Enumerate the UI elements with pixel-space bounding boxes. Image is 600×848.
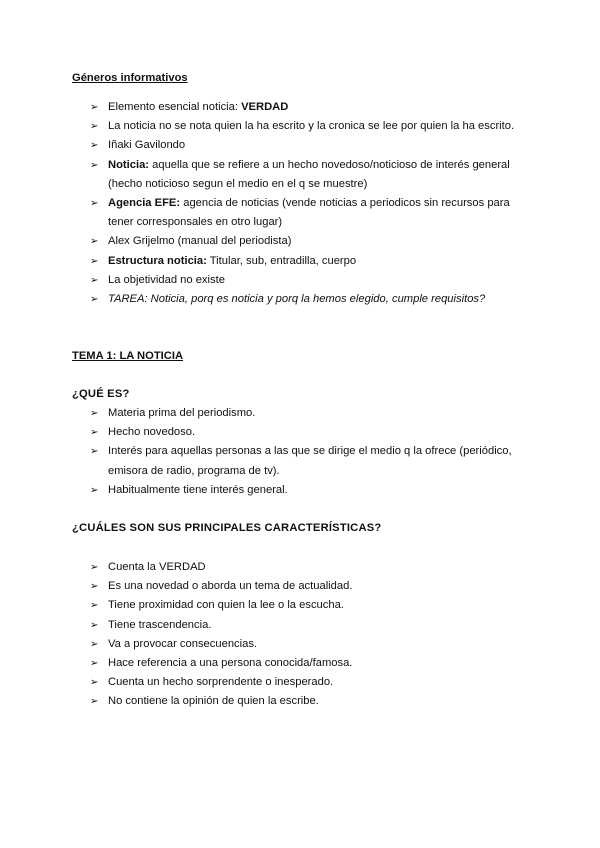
list-item: ➢ Habitualmente tiene interés general. (90, 481, 530, 500)
list-item: ➢ TAREA: Noticia, porq es noticia y porq la hemos elegido, cumple requisitos? (90, 290, 530, 309)
caracteristicas-list (90, 558, 530, 712)
arrow-bullet-icon: ➢ (90, 236, 99, 248)
arrow-bullet-icon: ➢ (90, 619, 99, 631)
arrow-bullet-icon: ➢ (90, 255, 99, 267)
arrow-bullet-icon: ➢ (90, 638, 99, 650)
list-item: ➢ Cuenta la VERDAD (90, 558, 530, 577)
list-item: ➢ Hecho novedoso. (90, 423, 530, 442)
list-item: ➢ Estructura noticia: Titular, sub, entradilla, cuerpo (90, 252, 530, 271)
list-item: ➢ No contiene la opinión de quien la escribe. (90, 692, 530, 711)
list-item: ➢ La noticia no se nota quien la ha escrito y la cronica se lee por quien la ha escrito. (90, 117, 530, 136)
arrow-bullet-icon: ➢ (90, 121, 99, 133)
list-item: ➢ Va a provocar consecuencias. (90, 635, 530, 654)
arrow-bullet-icon: ➢ (90, 446, 99, 458)
subheading-que-es: ¿QUÉ ES? (72, 388, 130, 400)
arrow-bullet-icon: ➢ (90, 562, 99, 573)
subheading-caracteristicas: ¿CUÁLES SON SUS PRINCIPALES CARACTERÍSTICAS? (72, 522, 382, 534)
arrow-bullet-icon: ➢ (90, 658, 99, 670)
list-item: ➢ Elemento esencial noticia: VERDAD (90, 98, 530, 117)
arrow-bullet-icon: ➢ (90, 159, 99, 171)
arrow-bullet-icon: ➢ (90, 408, 99, 419)
arrow-bullet-icon: ➢ (90, 140, 99, 152)
list-item: ➢ Alex Grijelmo (manual del periodista) (90, 232, 530, 251)
arrow-bullet-icon: ➢ (90, 427, 99, 439)
arrow-bullet-icon: ➢ (90, 600, 99, 612)
arrow-bullet-icon: ➢ (90, 484, 99, 496)
list-item: ➢ Interés para aquellas personas a las que se dirige el medio q la ofrece (periódico, emisora de radio, programa de tv). (90, 442, 530, 480)
list-item: ➢ Tiene proximidad con quien la lee o la escucha. (90, 596, 530, 615)
list-item: ➢ Cuenta un hecho sorprendente o inesperado. (90, 673, 530, 692)
generos-list (90, 98, 530, 309)
list-item: ➢ Hace referencia a una persona conocida/famosa. (90, 654, 530, 673)
list-item: ➢ Noticia: aquella que se refiere a un hecho novedoso/noticioso de interés general (hecho noticioso segun el medio en el q se muestre) (90, 156, 530, 194)
list-item: ➢ Agencia EFE: agencia de noticias (vende noticias a periodicos sin recursos para tener corresponsales en otro lugar) (90, 194, 530, 232)
arrow-bullet-icon: ➢ (90, 102, 99, 113)
list-item: ➢ Tiene trascendencia. (90, 616, 530, 635)
section-title-tema1: TEMA 1: LA NOTICIA (72, 350, 184, 362)
list-item: ➢ La objetividad no existe (90, 271, 530, 290)
list-item: ➢ Materia prima del periodismo. (90, 404, 530, 423)
list-item: ➢ Es una novedad o aborda un tema de actualidad. (90, 577, 530, 596)
que-es-list (90, 404, 530, 500)
arrow-bullet-icon: ➢ (90, 198, 99, 210)
arrow-bullet-icon: ➢ (90, 294, 99, 306)
arrow-bullet-icon: ➢ (90, 274, 99, 286)
arrow-bullet-icon: ➢ (90, 696, 99, 708)
arrow-bullet-icon: ➢ (90, 677, 99, 689)
list-item: ➢ Iñaki Gavilondo (90, 136, 530, 155)
arrow-bullet-icon: ➢ (90, 581, 99, 593)
section-title-generos: Géneros informativos (72, 72, 188, 84)
